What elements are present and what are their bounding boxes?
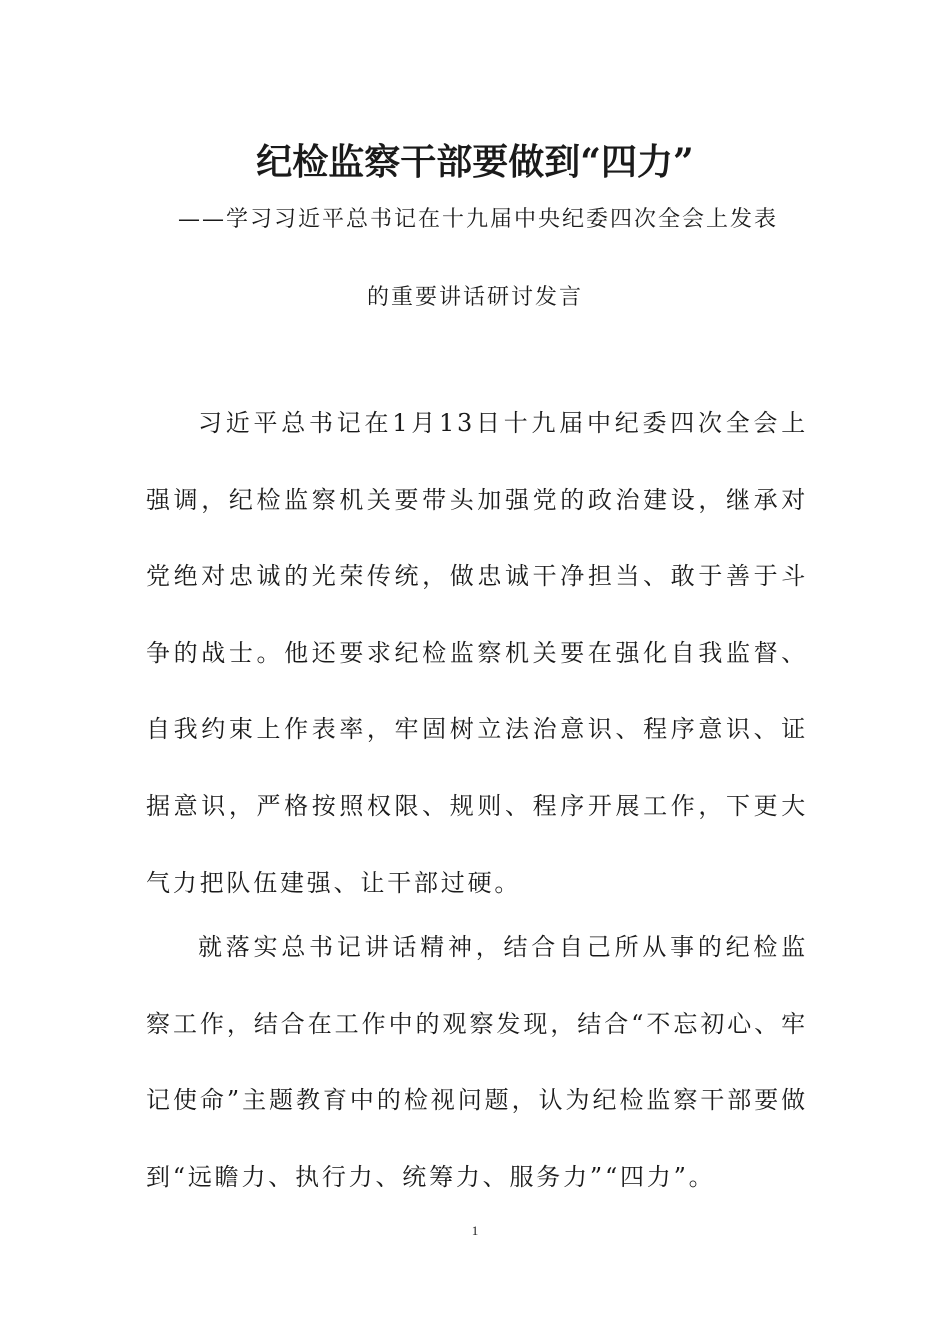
document-subtitle-line-1: ——学习习近平总书记在十九届中央纪委四次全会上发表: [177, 207, 778, 232]
body-paragraph-2: 就落实总书记讲话精神，结合自己所从事的纪检监察工作，结合在工作中的观察发现，结合“不忘初心、牢记使命”主题教育中的检视问题，认为纪检监察干部要做到“远瞻力、执行力、统筹力、服务力”“四力”。: [146, 933, 808, 1191]
document-subtitle-line-2: 的重要讲话研讨发言: [366, 285, 583, 310]
body-paragraph-1: 习近平总书记在1月13日十九届中纪委四次全会上强调，纪检监察机关要带头加强党的政治建设，继承对党绝对忠诚的光荣传统，做忠诚干净担当、敢于善于斗争的战士。他还要求纪检监察机关要在强化自我监督、自我约束上作表率，牢固树立法治意识、程序意识、证据意识，严格按照权限、规则、程序开展工作，下更大气力把队伍建强、让干部过硬。: [146, 409, 808, 897]
page-number: 1: [471, 1223, 479, 1238]
document-title: 纪检监察干部要做到“四力”: [256, 141, 694, 183]
